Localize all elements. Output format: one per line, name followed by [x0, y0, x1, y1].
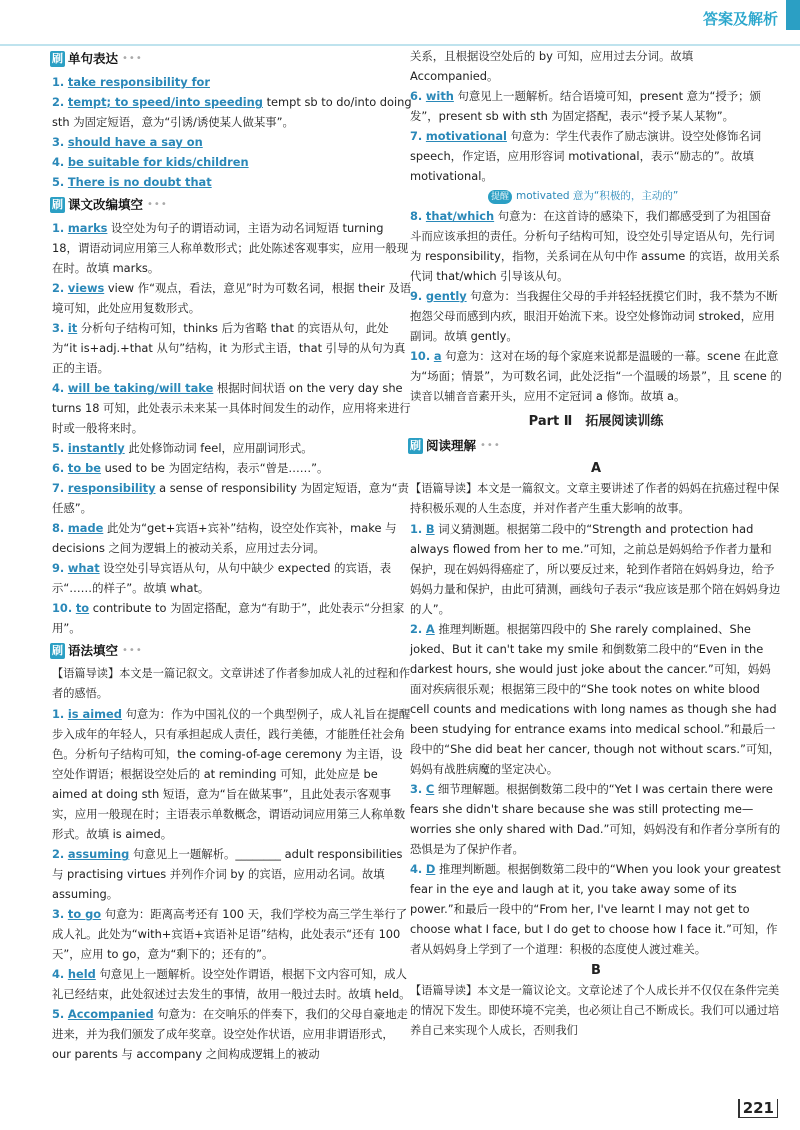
- answer-list: [410, 206, 782, 406]
- item-number: 9.: [52, 561, 65, 575]
- dots-decoration: •••: [122, 53, 143, 64]
- item-number: 4.: [52, 967, 65, 981]
- answer-item: [52, 518, 412, 558]
- item-number: 1.: [410, 522, 423, 536]
- item-explanation: 设空处引导宾语从句，从句中缺少 expected 的宾语，表示“……的样子”。故填 what。: [52, 561, 392, 595]
- item-number: 6.: [52, 461, 65, 475]
- item-answer: tempt; to speed/into speeding: [67, 95, 263, 109]
- item-explanation: 句意为：作为中国礼仪的一个典型例子，成人礼旨在提醒步入成年的年轻人，只有承担起成人责任，践行美德，才能胜任社会角色。分析句子结构可知，the coming-of-age ceremony 为主语，设空处作谓语；根据设空处后的 at reminding 可知，此处应是 be aimed at doing sth 短语，意为“旨在做某事”，且此处表示客观事实，应用一般现在时；主语表示单数概念，谓语动词应用第三人称单数形式。故填 is aimed。: [52, 707, 411, 841]
- item-explanation: 句意见上一题解析。设空处作谓语，根据下文内容可知，成人礼已经结束，此处叙述过去发生的事情，故用一般过去时。故填 held。: [52, 967, 411, 1001]
- item-answer: with: [425, 89, 454, 103]
- item-answer: marks: [67, 221, 108, 235]
- item-number: 10.: [410, 349, 431, 363]
- item-answer: instantly: [67, 441, 125, 455]
- answer-item: [52, 152, 412, 172]
- item-answer: There is no doubt that: [67, 175, 212, 189]
- item-explanation: contribute to 为固定搭配，意为“有助于”，此处表示“分担家用”。: [52, 601, 405, 635]
- continued-text: 关系，且根据设空处后的 by 可知，应用过去分词。故填 Accompanied。: [410, 49, 694, 83]
- item-number: 6.: [410, 89, 423, 103]
- item-number: 5.: [52, 441, 65, 455]
- answer-item: [410, 519, 782, 619]
- item-number: 2.: [52, 95, 65, 109]
- answer-item: [410, 346, 782, 406]
- answer-item: [52, 704, 412, 844]
- answer-item: [410, 619, 782, 779]
- dots-decoration: •••: [480, 440, 501, 451]
- passage-lead: 【语篇导读】本文是一篇记叙文。文章讲述了作者参加成人礼的过程和作者的感悟。: [52, 667, 411, 700]
- item-explanation: 细节理解题。根据倒数第二段中的“Yet I was certain there were fears she didn't share because she was still protecting me—worries she only shared with Dad.”可知，妈妈没有和作者分享所有的恐惧是为了保护作者。: [410, 782, 781, 856]
- answer-item: [410, 779, 782, 859]
- item-answer: B: [425, 522, 435, 536]
- item-explanation: tempt sb to do/into doing sth 为固定短语，意为“引诱/诱使某人做某事”。: [52, 95, 412, 129]
- answer-item: [410, 206, 782, 286]
- item-answer: to: [75, 601, 90, 615]
- part-title: Part Ⅱ 拓展阅读训练: [528, 414, 664, 429]
- item-answer: will be taking/will take: [67, 381, 214, 395]
- section-heading: [50, 49, 412, 69]
- answer-item: [52, 964, 412, 1004]
- item-explanation: 句意为：学生代表作了励志演讲。设空处修饰名词 speech，作定语，应用形容词 motivational，表示“励志的”。故填 motivational。: [410, 129, 762, 183]
- item-answer: motivational: [425, 129, 507, 143]
- item-number: 8.: [410, 209, 423, 223]
- item-number: 5.: [52, 175, 65, 189]
- answer-item: [410, 86, 782, 126]
- header-bar: [0, 0, 800, 46]
- answer-item: [52, 92, 412, 132]
- item-number: 3.: [52, 321, 65, 335]
- item-answer: should have a say on: [67, 135, 203, 149]
- dots-decoration: •••: [122, 645, 143, 656]
- item-explanation: used to be 为固定结构，表示“曾是……”。: [101, 461, 329, 475]
- passage-letter: B: [591, 963, 601, 978]
- item-explanation: 句意为：这对在场的每个家庭来说都是温暖的一幕。scene 在此意为“场面；情景”，为可数名词，此处泛指“一个温暖的场景”，且 scene 的读音以辅音音素开头，应用不定冠词 a 修饰。故填 a。: [410, 349, 782, 403]
- item-number: 8.: [52, 521, 65, 535]
- item-number: 1.: [52, 75, 65, 89]
- item-number: 2.: [410, 622, 423, 636]
- answer-list: [52, 704, 412, 1064]
- item-number: 4.: [52, 155, 65, 169]
- item-number: 3.: [410, 782, 423, 796]
- section-heading: [408, 436, 782, 456]
- item-answer: C: [425, 782, 435, 796]
- item-answer: to be: [67, 461, 102, 475]
- answer-item: [52, 378, 412, 438]
- section-heading: [50, 641, 412, 661]
- answer-item: [52, 318, 412, 378]
- item-explanation: a sense of responsibility 为固定短语，意为“责任感”。: [52, 481, 409, 515]
- item-explanation: 此处为“get+宾语+宾补”结构，设空处作宾补，make 与 decisions 之间为逻辑上的被动关系，应用过去分词。: [52, 521, 397, 555]
- item-answer: D: [425, 862, 436, 876]
- item-explanation: 句意为：距离高考还有 100 天，我们学校为高三学生举行了成人礼。此处为“with+宾语+宾语补足语”结构，此处表示“还有 100 天”，应用 to go，意为“剩下的；还有的”。: [52, 907, 408, 961]
- passage-lead: 【语篇导读】本文是一篇议论文。文章论述了个人成长并不仅仅在条件完美的情况下发生。即使环境不完美，也必须让自己不断成长。我们可以通过培养自己来实现个人成长，否则我们: [410, 984, 780, 1037]
- passage-letter: A: [590, 461, 602, 476]
- section-heading: [50, 195, 412, 215]
- answer-item: [52, 598, 412, 638]
- item-answer: responsibility: [67, 481, 156, 495]
- item-number: 9.: [410, 289, 423, 303]
- section-tag: 刷: [52, 644, 63, 657]
- item-explanation: 句意为：当我握住父母的手并轻轻抚摸它们时，我不禁为不断抱怨父母而感到内疚，眼泪开始流下来。设空处修饰动词 stroked，应用副词。故填 gently。: [410, 289, 778, 343]
- item-answer: views: [67, 281, 105, 295]
- item-answer: that/which: [425, 209, 495, 223]
- item-number: 4.: [52, 381, 65, 395]
- section-title: 课文改编填空: [68, 197, 144, 212]
- item-number: 3.: [52, 907, 65, 921]
- answer-item: [52, 844, 412, 904]
- item-explanation: view 作“观点，看法，意见”时为可数名词，根据 their 及语境可知，此处应用复数形式。: [52, 281, 412, 315]
- reminder-text: motivated 意为“积极的，主动的”: [516, 190, 679, 202]
- passage-lead: 【语篇导读】本文是一篇叙文。文章主要讲述了作者的妈妈在抗癌过程中保持积极乐观的人生态度，并对作者产生重大影响的故事。: [410, 482, 780, 515]
- section-tag: 刷: [52, 198, 63, 211]
- section-title: 单句表达: [68, 51, 119, 66]
- item-answer: held: [67, 967, 96, 981]
- item-answer: is aimed: [67, 707, 122, 721]
- item-answer: it: [67, 321, 78, 335]
- answer-item: [52, 904, 412, 964]
- answer-item: [410, 286, 782, 346]
- answer-item: [52, 278, 412, 318]
- header-title: 答案及解析: [702, 10, 778, 28]
- item-explanation: 句意为：在交响乐的伴奏下，我们的父母自豪地走进来，并为我们颁发了成年奖章。设空处作状语，应用非谓语形式，our parents 与 accompany 之间构成逻辑上的被动: [52, 1007, 408, 1061]
- right-column: [410, 46, 782, 1041]
- section-tag: 刷: [410, 439, 421, 452]
- answer-item: [52, 132, 412, 152]
- section-title: 语法填空: [68, 643, 119, 658]
- answer-item: [52, 458, 412, 478]
- item-answer: A: [425, 622, 435, 636]
- item-explanation: 句意见上一题解析。结合语境可知，present 意为“授予；颁发”，present sb with sth 为固定搭配，表示“授予某人某物”。: [410, 89, 761, 123]
- item-answer: a: [433, 349, 442, 363]
- answer-item: [410, 126, 782, 186]
- item-answer: what: [67, 561, 100, 575]
- answer-list: [52, 218, 412, 638]
- item-answer: be suitable for kids/children: [67, 155, 249, 169]
- answer-item: [52, 1004, 412, 1064]
- item-answer: made: [67, 521, 104, 535]
- section-title: 阅读理解: [426, 438, 477, 453]
- answer-item: [52, 438, 412, 458]
- item-number: 4.: [410, 862, 423, 876]
- answer-list: [52, 72, 412, 192]
- answer-item: [52, 218, 412, 278]
- item-explanation: 此处修饰动词 feel，应用副词形式。: [124, 441, 313, 455]
- item-answer: Accompanied: [67, 1007, 154, 1021]
- answer-item: [410, 859, 782, 959]
- item-number: 3.: [52, 135, 65, 149]
- item-number: 2.: [52, 281, 65, 295]
- page-number: 221: [738, 1099, 778, 1118]
- item-explanation: 分析句子结构可知，thinks 后为省略 that 的宾语从句，此处为“it is+adj.+that 从句”结构，it 为形式主语，that 引导的从句为真正的主语。: [52, 321, 406, 375]
- answer-list: [410, 519, 782, 959]
- item-explanation: 设空处为句子的谓语动词，主语为动名词短语 turning 18，谓语动词应用第三人称单数形式；此处陈述客观事实，应用一般现在时。故填 marks。: [52, 221, 409, 275]
- item-number: 5.: [52, 1007, 65, 1021]
- item-answer: to go: [67, 907, 102, 921]
- reminder-note: [488, 186, 782, 206]
- item-number: 10.: [52, 601, 73, 615]
- item-number: 7.: [52, 481, 65, 495]
- item-answer: take responsibility for: [67, 75, 210, 89]
- item-explanation: 句意见上一题解析。________ adult responsibilities 与 practising virtues 并列作介词 by 的宾语，应用动名词。故填 assuming。: [52, 847, 403, 901]
- item-answer: gently: [425, 289, 467, 303]
- item-explanation: 推理判断题。根据第四段中的 She rarely complained、She joked、But it can't take my smile 和倒数第二段中的“Even in the darkest hours, she would just joke about the cancer.”可知，妈妈面对疾病很乐观；根据第三段中的“She took notes on white blood cell counts and medications with long names as though she had been studying for entrance exams into medical school.”和最后一段中的“She did beat her cancer, though not without scars.”可知，妈妈有战胜病魔的坚定决心。: [410, 622, 781, 776]
- reminder-tag: 提醒: [488, 190, 512, 204]
- answer-item: [52, 72, 412, 92]
- item-number: 1.: [52, 221, 65, 235]
- item-explanation: 推理判断题。根据倒数第二段中的“When you look your greatest fear in the eye and laugh at it, you take away some of its power.”和最后一段中的“From her, I've learnt I may not get to choose what I face, but I do get to choose how I face it.”可知，作者从妈妈身上学到了一个道理：积极的态度使人渡过难关。: [410, 862, 781, 956]
- left-column: [52, 46, 412, 1064]
- item-explanation: 词义猜测题。根据第二段中的“Strength and protection had always flowed from her to me.”可知，之前总是妈妈给予作者力量和保护，现在妈妈得癌症了，所以要反过来，轮到作者陪在妈妈身边，给予妈妈力量和保护，由此可猜测，画线句子表示“我应该是那个陪在妈妈身边的人”。: [410, 522, 781, 616]
- answer-item: [52, 478, 412, 518]
- answer-list: [410, 86, 782, 186]
- dots-decoration: •••: [147, 199, 168, 210]
- item-number: 2.: [52, 847, 65, 861]
- item-explanation: 根据时间状语 on the very day she turns 18 可知，此处表示未来某一具体时间发生的动作，应用将来进行时或一般将来时。: [52, 381, 411, 435]
- item-number: 1.: [52, 707, 65, 721]
- section-tag: 刷: [52, 52, 63, 65]
- answer-item: [52, 558, 412, 598]
- answer-item: [52, 172, 412, 192]
- item-number: 7.: [410, 129, 423, 143]
- item-explanation: 句意为：在这首诗的感染下，我们都感受到了为祖国奋斗而应该承担的责任。分析句子结构可知，设空处引导定语从句，先行词为 responsibility，指物，关系词在从句中作 assume 的宾语，故用关系代词 that/which 引导该从句。: [410, 209, 781, 283]
- item-answer: assuming: [67, 847, 130, 861]
